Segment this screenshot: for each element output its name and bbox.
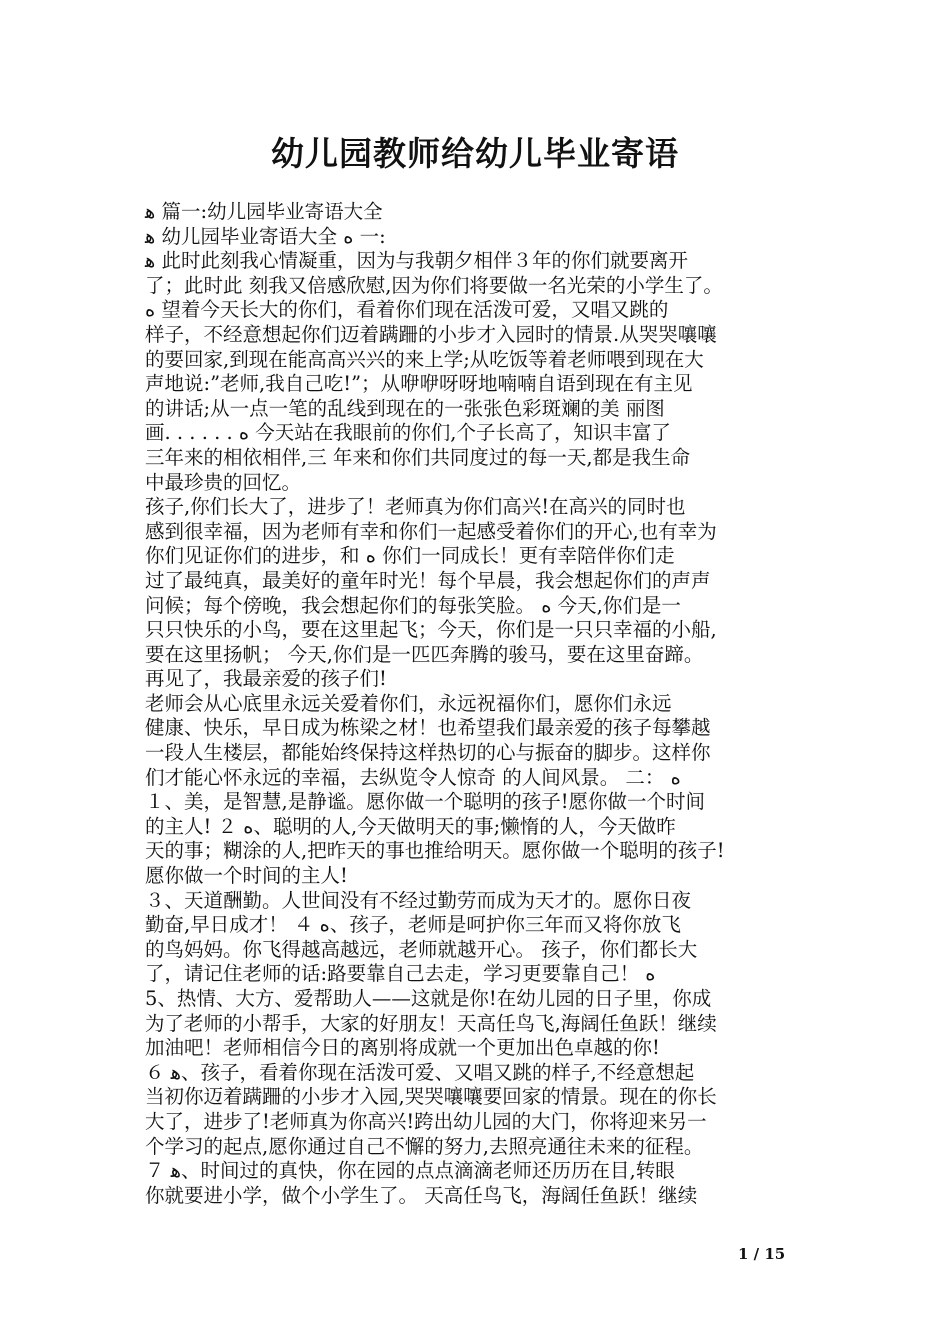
text-line: ７ ﻫ、时间过的真快，你在园的点点滴滴老师还历历在目,转眼 <box>145 1159 675 1183</box>
text-line: 的鸟妈妈。你飞得越高越远，老师就越开心。 孩子，你们都长大 <box>145 937 698 961</box>
text-line: ６ ﻫ、孩子，看着你现在活泼可爱、又唱又跳的样子,不经意想起 <box>145 1060 695 1084</box>
text-line: ﻫ 篇一:幼儿园毕业寄语大全 <box>145 200 383 223</box>
document-title: 幼儿园教师给幼儿毕业寄语 <box>271 134 679 173</box>
text-line: 样子，不经意想起你们迈着蹒跚的小步才入园时的情景.从哭哭嚷嚷 <box>145 322 717 346</box>
text-line: 的主人! ２ ﻩ、聪明的人,今天做明天的事;懒惰的人，今天做昨 <box>145 814 676 838</box>
text-line: 过了最纯真，最美好的童年时光！每个早晨，我会想起你们的声声 <box>145 568 711 592</box>
text-line: ﻫ 此时此刻我心情凝重，因为与我朝夕相伴３年的你们就要离开 <box>145 249 688 273</box>
text-line: 只只快乐的小鸟，要在这里起飞；今天，你们是一只只幸福的小船, <box>145 618 717 642</box>
text-line: 5、热情、大方、爱帮助人——这就是你!在幼儿园的日子里，你成 <box>145 987 712 1010</box>
text-line: 大了，进步了!老师真为你高兴!跨出幼儿园的大门，你将迎来另一 <box>145 1109 707 1133</box>
text-line: 的讲话;从一点一笔的乱线到现在的一张张色彩斑斓的美 丽图 <box>145 396 665 420</box>
page-number: 1 / 15 <box>738 1245 786 1263</box>
text-line: 健康、快乐，早日成为栋梁之材！也希望我们最亲爱的孩子每攀越 <box>145 716 711 740</box>
text-line: 个学习的起点,愿你通过自己不懈的努力,去照亮通往未来的征程。 <box>145 1134 704 1158</box>
text-line: 老师会从心底里永远关爱着你们，永远祝福你们，愿你们永远 <box>145 691 672 715</box>
text-line: 问候；每个傍晚，我会想起你们的每张笑脸。 ﻩ 今天,你们是一 <box>145 593 681 617</box>
text-line: 再见了，我最亲爱的孩子们! <box>145 667 387 691</box>
text-line: 三年来的相依相伴,三 年来和你们共同度过的每一天,都是我生命 <box>145 445 691 469</box>
text-line: 你们见证你们的进步，和 ﻩ 你们一同成长！更有幸陪伴你们走 <box>145 544 675 568</box>
text-line: 声地说:”老师,我自己吃!”；从咿咿呀呀地喃喃自语到现在有主见 <box>145 372 693 396</box>
text-line: ﻫ 幼儿园毕业寄语大全 ﻩ 一: <box>145 224 386 248</box>
text-line: 孩子,你们长大了，进步了！老师真为你们高兴!在高兴的同时也 <box>145 495 686 519</box>
text-line: 画. . . . . . ﻩ 今天站在我眼前的你们,个子长高了，知识丰富了 <box>145 421 672 445</box>
text-line: 为了老师的小帮手，大家的好朋友！天高任鸟飞,海阔任鱼跃！继续 <box>145 1011 717 1035</box>
text-line: 要在这里扬帆； 今天,你们是一匹匹奔腾的骏马，要在这里奋蹄。 <box>145 642 704 666</box>
text-line: 加油吧！老师相信今日的离别将成就一个更加出色卓越的你! <box>145 1036 660 1060</box>
text-line: 勤奋,早日成才！ ４ ﻩ、孩子，老师是呵护你三年而又将你放飞 <box>145 913 681 937</box>
text-line: 了；此时此 刻我又倍感欣慰,因为你们将要做一名光荣的小学生了。 <box>145 273 723 297</box>
text-line: 感到很幸福，因为老师有幸和你们一起感受着你们的开心,也有幸为 <box>145 519 717 543</box>
text-line: ﻩ 望着今天长大的你们，看着你们现在活泼可爱，又唱又跳的 <box>145 298 669 322</box>
text-line: １、美，是智慧,是静谧。愿你做一个聪明的孩子!愿你做一个时间 <box>145 790 706 814</box>
text-line: 了，请记住老师的话:路要靠自己去走，学习更要靠自己！ ﻩ <box>145 962 656 986</box>
text-line: 天的事；糊涂的人,把昨天的事也推给明天。愿你做一个聪明的孩子! <box>145 839 725 863</box>
text-line: 当初你迈着蹒跚的小步才入园,哭哭嚷嚷要回家的情景。现在的你长 <box>145 1085 717 1109</box>
text-line: 的要回家,到现在能高高兴兴的来上学;从吃饭等着老师喂到现在大 <box>145 347 704 371</box>
text-line: ３、天道酬勤。人世间没有不经过勤劳而成为天才的。愿你日夜 <box>145 888 692 912</box>
text-line: 一段人生楼层，都能始终保持这样热切的心与振奋的脚步。这样你 <box>145 741 711 765</box>
text-line: 们才能心怀永远的幸福，去纵览令人惊奇 的人间风景。 二： ﻩ <box>145 765 681 789</box>
text-line: 你就要进小学，做个小学生了。 天高任鸟飞，海阔任鱼跃！继续 <box>145 1183 698 1207</box>
text-line: 中最珍贵的回忆。 <box>145 470 302 494</box>
text-line: 愿你做一个时间的主人! <box>145 864 348 888</box>
document-body <box>145 200 835 1208</box>
